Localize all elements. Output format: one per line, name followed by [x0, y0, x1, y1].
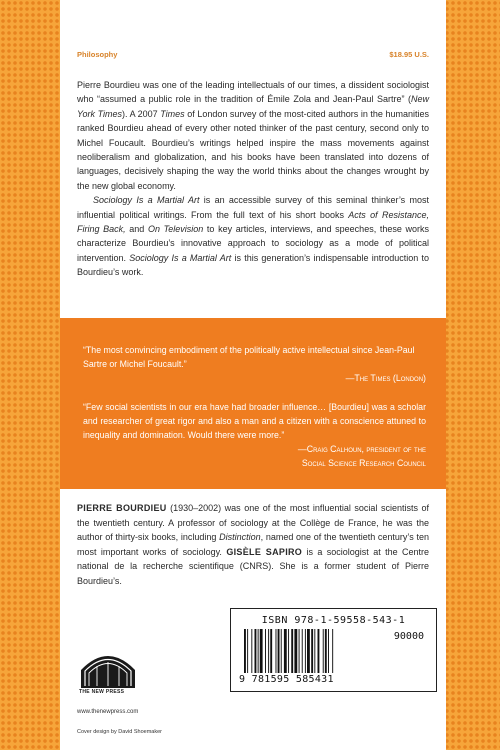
- barcode-box: [230, 608, 437, 692]
- isbn-text: ISBN 978-1-59558-543-1: [261, 615, 406, 626]
- price-code: 90000: [393, 631, 424, 642]
- ean-digits: 9 781595 585431: [239, 674, 334, 685]
- author-name: PIERRE BOURDIEU: [77, 503, 167, 513]
- quote-2-attribution: —Craig Calhoun, president of the: [297, 444, 426, 454]
- description-paragraph-1: Pierre Bourdieu was one of the leading intellectuals of our times, a dissident sociologist who “assumed a public role in the tradition of Émile Zola and Jean-Paul Sartre” (New York Times). A 2007 Times of London survey of the most-cited authors in the humanities ranked Bourdieu ahead of every other noted thinker of the past century, second only to Michel Foucault. Bourdieu’s writings helped inspire the mass movements against neoliberalism and globalization, and his books have been translated into dozens of languages, decisively shaping the way the world thinks about the changes wrought by the new global economy.: [77, 80, 430, 191]
- editor-name: GISÈLE SAPIRO: [226, 546, 303, 557]
- bio-panel: [60, 489, 446, 750]
- book-title: Distinction: [219, 532, 261, 543]
- quote-2-attribution-org: Social Science Research Council: [301, 458, 426, 468]
- blurb-quote-1: “The most convincing embodiment of the politically active intellectual since Jean-Paul Sartre or Michel Foucault.” —The Times (London): [83, 345, 426, 383]
- blurb-quote-2: “Few social scientists in our era have had broader influence… [Bourdieu] was a scholar and researcher of great rigor and also a man and a citizen with a conscience attuned to inequality and domination. Would there were more.” —Craig Calhoun, president of the Social Science Research Council: [83, 402, 426, 468]
- publisher-url[interactable]: www.thenewpress.com: [77, 709, 139, 715]
- quote-1-attribution: —The Times (London): [345, 373, 426, 383]
- barcode-bars: [244, 629, 372, 673]
- cover-credit: Cover design by David Shoemaker: [77, 729, 162, 735]
- price-label: $18.95 U.S.: [389, 50, 429, 59]
- quotes-band: [60, 318, 446, 489]
- category-label: Philosophy: [77, 50, 118, 59]
- publisher-name: THE NEW PRESS: [79, 689, 125, 695]
- book-description: [77, 78, 429, 280]
- author-bio: PIERRE BOURDIEU (1930–2002) was one of the most influential social scientists of the twentieth century. A professor of sociology at the Collège de France, he was the author of thirty-six books, including Distinction, named one of the twentieth century’s ten most important works of sociology. GISÈLE SAPIRO is a sociologist at the Centre national de la recherche scientifique (CNRS). She is a former student of Pierre Bourdieu’s.: [77, 503, 429, 586]
- description-paragraph-2: Sociology Is a Martial Art is an accessible survey of this seminal thinker’s most influential political writings. From the full text of his short books Acts of Resistance, Firing Back, and On Television to key articles, interviews, and speeches, these works characterize Bourdieu’s innovative approach to sociology as a mode of political intervention. Sociology Is a Martial Art is this generation’s indispensable introduction to Bourdieu’s work.: [77, 195, 430, 278]
- description-panel: [60, 0, 446, 318]
